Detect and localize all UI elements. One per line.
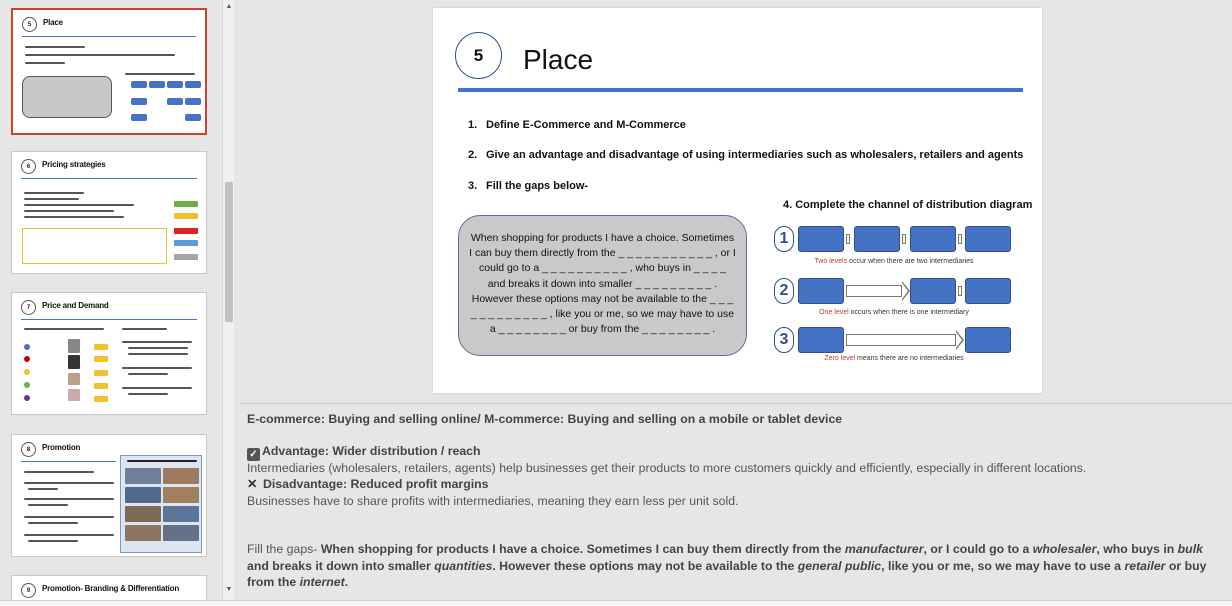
channel-number: 3 [774,327,794,353]
status-bar [0,600,1232,606]
thumbnail-image [68,355,80,369]
thumbnail-bullet [24,382,30,388]
fill-answer: retailer [1124,558,1166,573]
slide-number-badge: 5 [455,32,502,79]
thumbnail-text-line [128,347,188,349]
thumbnail-text-line [128,393,168,395]
channel-box [798,278,844,304]
notes-disadvantage-text: Businesses have to share profits with intermediaries, meaning they earn less per unit sold. [247,494,739,508]
channel-box [798,226,844,252]
thumbnail-channel-box [131,98,147,105]
channel-box [965,327,1011,353]
thumbnail-text-line [24,210,114,212]
thumbnail-channel-box [167,98,183,105]
scroll-up-arrow-icon[interactable]: ▲ [225,3,233,10]
thumbnail-text-line [128,353,188,355]
channel-row-1[interactable] [774,226,1014,252]
fill-text: and breaks it down into smaller [247,558,435,573]
channel-connector [846,234,850,244]
disadvantage-heading-text: Disadvantage: Reduced profit margins [263,477,489,491]
fill-answer: bulk [1177,542,1203,556]
thumbnail-bullet [24,344,30,350]
thumbnail-image [68,373,80,385]
fill-text: , or I could go to a [923,542,1033,556]
channel-caption-1 [774,258,1014,265]
caption-text: means there are no intermediaries [855,355,964,362]
thumbnail-text-line [128,373,168,375]
thumbnail-title: Place [43,18,63,27]
slide-thumbnail-pane[interactable] [0,0,222,600]
fill-answer: general public [797,558,882,573]
thumbnail-title: Promotion [42,443,81,452]
thumbnail-tag [174,201,198,207]
thumbnail-image [68,339,80,353]
thumbnail-number: 9 [21,583,36,598]
thumbnail-title: Price and Demand [42,301,109,310]
channel-arrow [846,334,956,346]
fill-text: . However these options may not be available to the [492,558,798,573]
thumbnail-number: 5 [22,17,37,32]
advantage-heading-text: Advantage: Wider distribution / reach [262,444,481,458]
thumbnail-text-line [24,328,104,330]
thumbnail-text-line [122,367,192,369]
fill-answer: quantities [434,558,493,573]
thumbnail-channel-box [131,81,147,88]
fill-answer: internet [299,575,345,589]
thumbnail-text-line [127,460,197,462]
thumbnail-text-line [24,516,114,518]
channel-row-3[interactable] [774,327,1014,353]
thumbnail-text-line [28,504,68,506]
thumbnail-rule [21,319,197,320]
thumbnail-channel-box [185,114,201,121]
channel-box [965,278,1011,304]
thumbnail-text-line [24,192,84,194]
slide-title[interactable]: Place [523,44,594,75]
channel-number: 2 [774,278,794,304]
title-underline [458,88,1023,92]
thumbnail-text-line [25,54,175,56]
thumbnail-tag [174,228,198,234]
thumbnail-tag [174,254,198,260]
thumbnail-channel-box [131,114,147,121]
thumbnail-image [163,525,199,541]
thumbnail-rule [22,36,196,37]
channel-connector [902,234,906,244]
thumbnail-number: 6 [21,159,36,174]
thumbnail-image [125,525,161,541]
thumbnail-price-tag [94,370,108,376]
thumbnail-text-line [24,216,124,218]
thumbnail-image [125,468,161,484]
thumbnail-application-box [22,228,167,264]
thumbnail-bullet [24,395,30,401]
gap-fill-textbox[interactable]: When shopping for products I have a choice. Sometimes I can buy them directly from the _ _ _ _ _ _ _ _ _ _ _ , or I could go to a _ _ _ _ _ _ _ _ _ _ , who buys in _ _ _ _ and breaks it down into smaller _ _ _ _ _ _ _ _ _ . However these options may not be available to the _ _ _ _ _ _ _ _ _ _ _ _ , like you or me, so we may have to use a _ _ _ _ _ _ _ _ or buy from the _ _ _ _ _ _ _ _ . [458,215,747,356]
cross-icon: ✕ [247,477,258,491]
thumbnail-text-line [122,387,192,389]
question-number: 2. [468,149,478,161]
thumbnail-collage [120,455,202,553]
question-1[interactable] [468,119,686,131]
notes-disadvantage-heading [247,477,489,491]
thumbnail-text-line [28,522,78,524]
thumbnail-scrollbar[interactable] [222,0,234,600]
thumbnail-text-line [24,198,79,200]
caption-text: occurs when there is one intermediary [848,309,969,316]
thumbnail-title: Promotion- Branding & Differentiation [42,584,180,593]
fill-text: , who buys in [1096,542,1178,556]
caption-highlight: Zero level [824,355,856,362]
fill-answer: wholesaler [1032,542,1097,556]
thumbnail-text-line [28,540,78,542]
slide-canvas[interactable] [433,8,1042,393]
thumbnail-text-line [122,328,167,330]
thumbnail-slide-9[interactable] [11,575,207,600]
thumbnail-bullet [24,369,30,375]
thumbnail-text-line [25,46,85,48]
fill-text: or buy from the [247,558,1207,589]
question-number: 1. [468,119,478,131]
scrollbar-thumb[interactable] [225,182,233,322]
channel-caption-3 [774,355,1014,362]
thumbnail-price-tag [94,383,108,389]
thumbnail-slide-5[interactable] [11,8,207,135]
scroll-down-arrow-icon[interactable]: ▼ [225,586,233,593]
thumbnail-image [125,487,161,503]
question-text: Give an advantage and disadvantage of using intermediaries such as wholesalers, retailers and agents [486,149,1024,161]
thumbnail-slide-7[interactable] [11,292,207,415]
channel-connector [958,286,962,296]
thumbnail-tag [174,213,198,219]
thumbnail-price-tag [94,396,108,402]
channel-box [798,327,844,353]
notes-line-definitions: E-commerce: Buying and selling online/ M-commerce: Buying and selling on a mobile or tablet device [247,412,843,426]
thumbnail-title: Pricing strategies [42,160,106,169]
thumbnail-image [163,468,199,484]
fill-text: . [344,575,349,589]
question-text: Fill the gaps below- [486,180,589,192]
notes-divider[interactable] [240,403,1232,404]
thumbnail-channel-box [149,81,165,88]
thumbnail-channel-box [185,98,201,105]
thumbnail-tag [174,240,198,246]
thumbnail-text-line [24,471,94,473]
fill-text: , like you or me, so we may have to use a [881,558,1125,573]
thumbnail-slide-8[interactable] [11,434,207,557]
thumbnail-text-line [28,488,58,490]
thumbnail-text-line [122,341,192,343]
thumbnail-image [68,389,80,401]
thumbnail-number: 7 [21,300,36,315]
caption-highlight: Two levels [814,258,848,265]
thumbnail-image [163,487,199,503]
thumbnail-text-line [24,534,114,536]
notes-fill-the-gaps [247,541,1217,591]
channel-number: 1 [774,226,794,252]
fill-text: When shopping for products I have a choice. Sometimes I can buy them directly from the [320,542,845,556]
channel-caption-2 [774,309,1014,316]
thumbnail-text-line [24,482,114,484]
thumbnail-number: 8 [21,442,36,457]
thumbnail-text-line [24,498,114,500]
checkmark-icon: ✓ [247,448,260,461]
channel-box [910,278,956,304]
question-text: Define E-Commerce and M-Commerce [486,119,686,131]
fill-label: Fill the gaps- [247,542,321,556]
question-2[interactable] [468,149,1023,161]
thumbnail-image [125,506,161,522]
thumbnail-price-tag [94,344,108,350]
notes-advantage-text: Intermediaries (wholesalers, retailers, agents) help businesses get their products to more customers quickly and efficiently, especially in different locations. [247,461,1087,475]
thumbnail-image [163,506,199,522]
channel-row-2[interactable] [774,278,1014,304]
notes-advantage-heading [247,444,481,461]
thumbnail-bullet [24,356,30,362]
channel-arrow [846,285,902,297]
thumbnail-rule [21,178,197,179]
channel-box [910,226,956,252]
thumbnail-text-line [125,73,195,75]
thumbnail-text-line [24,204,134,206]
thumbnail-slide-6[interactable] [11,151,207,274]
caption-text: occur when there are two intermediaries [847,258,974,265]
channel-box [854,226,900,252]
fill-answer: manufacturer [844,542,924,556]
channel-box [965,226,1011,252]
question-3[interactable] [468,180,588,192]
thumbnail-price-tag [94,356,108,362]
question-number: 3. [468,180,478,192]
thumbnail-rule [21,461,116,462]
thumbnail-channel-box [185,81,201,88]
thumbnail-channel-box [167,81,183,88]
thumbnail-gap-box [22,76,112,118]
caption-highlight: One level [819,309,849,316]
thumbnail-text-line [25,62,65,64]
channel-connector [958,234,962,244]
question-4[interactable]: 4. Complete the channel of distribution diagram [783,199,1033,211]
